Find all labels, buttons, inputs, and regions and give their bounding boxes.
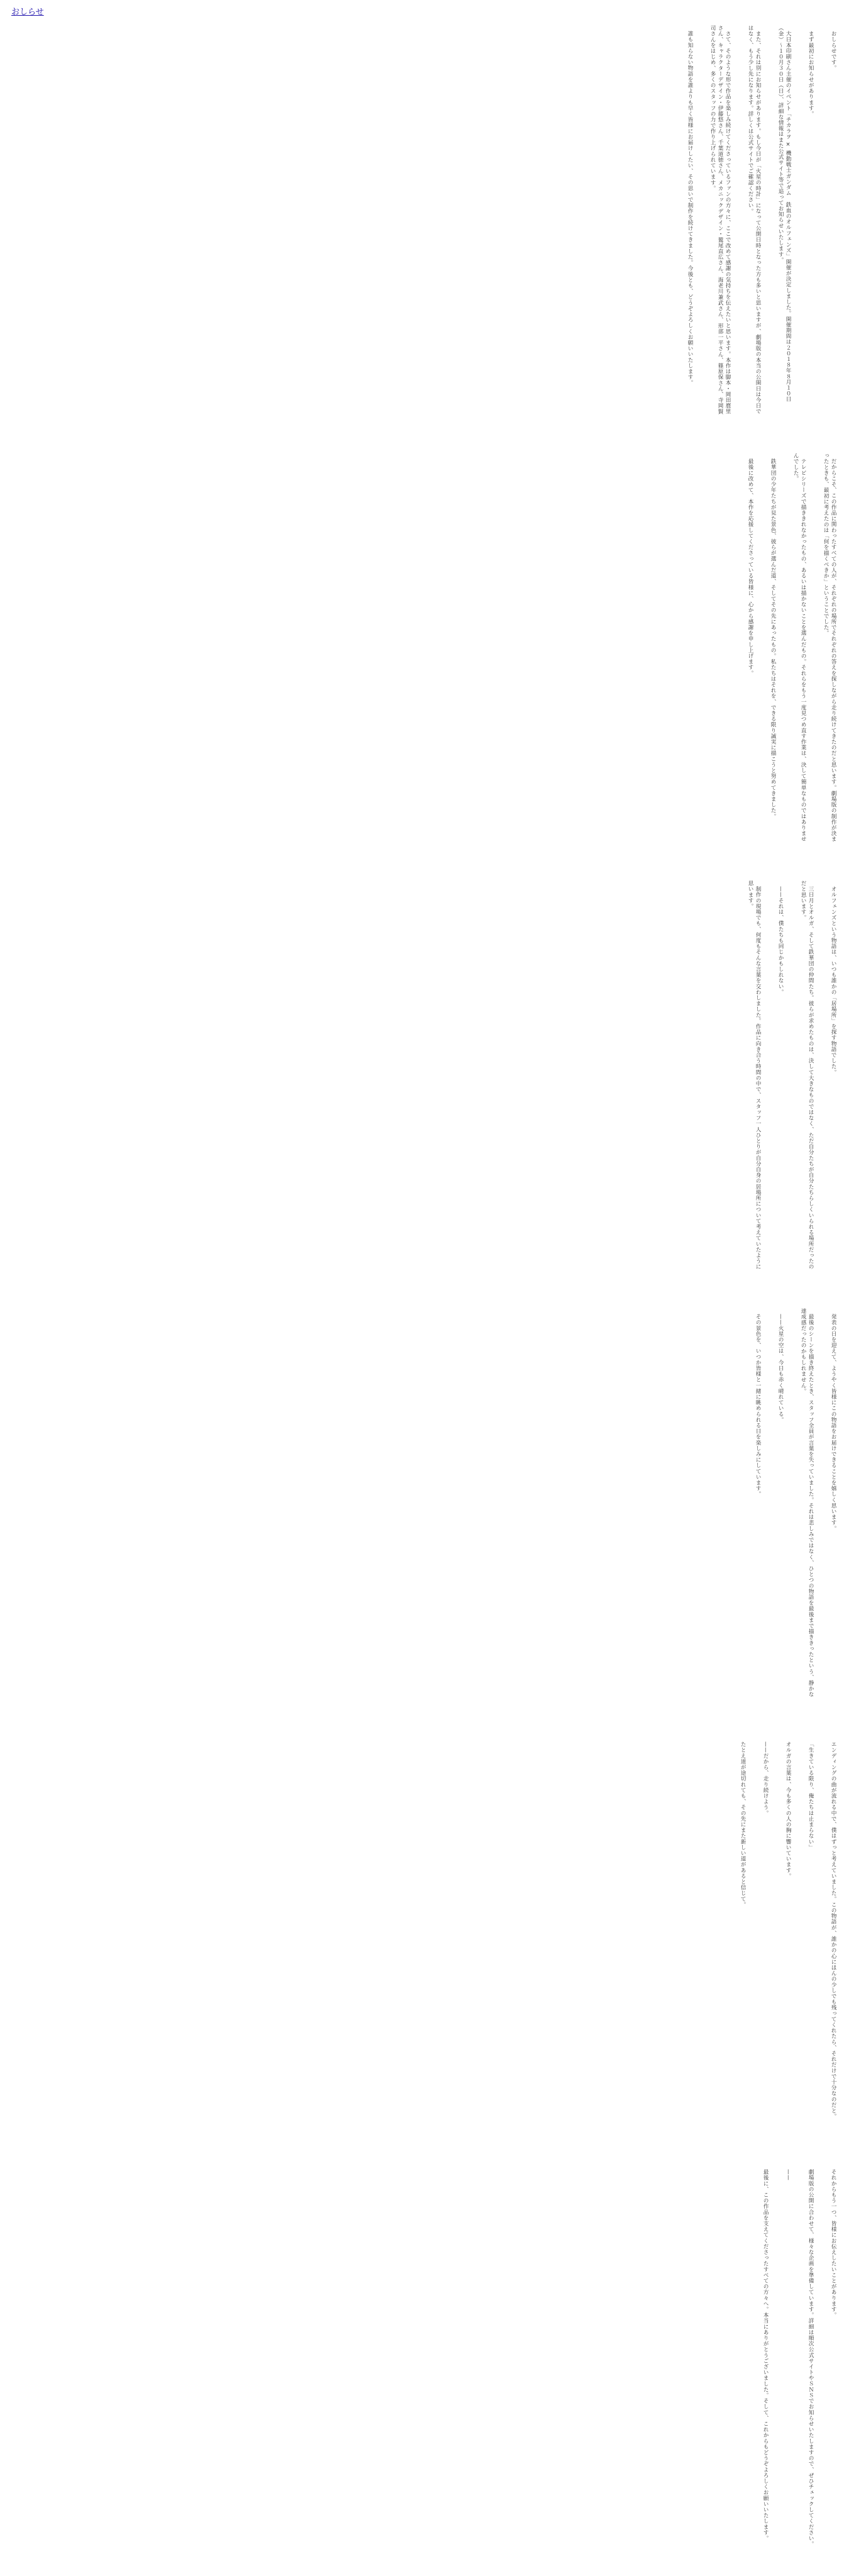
- paragraph: 誰も知らない物語を誰よりも早く皆様にお届けしたい、その思いで制作を続けてきました。今後とも、どうぞよろしくお願いいたします。: [687, 30, 693, 386]
- paragraph: ——: [785, 2168, 791, 2180]
- section-text: [731, 880, 852, 1270]
- paragraph: さて、そのような形で作品を楽しみ続けてくださっているファンの方々に、ここで改めて感謝の気持ちを伝えたいと思います。本作は脚本・岡田麿里さん、キャラクターデザイン・伊藤悠さん、千葉道徳さん、メカニックデザイン・鷲尾直広さん、海老川兼武さん、形部一平さん、篠原保さん、寺岡賢司さんをはじめ、多くのスタッフの力で作り上げられています。: [709, 25, 731, 414]
- article-section-1: [0, 25, 861, 428]
- paragraph: また、それは別にお知らせがあります。もし今日が「火星の時計」になって公開日時となった方も多いと思いますが、劇場版の本当の公開日は今日ではなく、もう少し先になります。詳しくは公式サイトでご確認ください。: [747, 25, 761, 414]
- paragraph: ——火星の空は、今日も赤く晴れている。: [777, 1313, 784, 1423]
- paragraph: 最後に、この作品を支えてくださったすべての方々へ。本当にありがとうございました。そして、これからもどうぞよろしくお願いいたします。: [762, 2168, 769, 2541]
- paragraph: その景色を、いつか皆様と一緒に眺められる日を楽しみにしています。: [755, 1313, 761, 1497]
- paragraph: 鉄華団の少年たちが見た景色、彼らが選んだ道、そしてその先にあったもの。私たちはそれを、できる限り誠実に描こうと努めてきました。: [770, 458, 776, 819]
- paragraph: 発表の日を迎えて、ようやく皆様にこの物語をお届けできることを嬉しく思います。: [830, 1313, 836, 1531]
- paragraph: 「生きている限り、俺たちは止まらない」: [808, 1741, 814, 1850]
- article-section-3: [0, 880, 861, 1283]
- article-section-5: [0, 1736, 861, 2138]
- section-text: [739, 1308, 852, 1698]
- paragraph: オルフェンズという物語は、いつも誰かの「居場所」を探す物語でした。: [830, 886, 836, 1075]
- paragraph: オルガの言葉は、今も多くの人の胸に響いています。: [785, 1741, 791, 1879]
- paragraph: ——だから、走り続けよう。: [762, 1741, 769, 1816]
- paragraph: エンディングの曲が流れる中で、僕はずっと考えていました。この物語が、誰かの心にほんの少しでも残ってくれたら、それだけで十分なのだと。: [830, 1741, 836, 2119]
- section-text: [671, 25, 852, 415]
- paragraph: それからもう一つ、皆様にお伝えしたいことがあります。: [830, 2168, 836, 2318]
- paragraph: 最後に改めて、本作を応援してくださっている皆様に、心から感謝を申し上げます。: [747, 458, 753, 676]
- section-text: [731, 453, 852, 843]
- article-section-4: [0, 1308, 861, 1711]
- paragraph: テレビシリーズで描ききれなかったもの、あるいは描かないことを選んだもの。それらをもう一度見つめ直す作業は、決して簡単なものではありませんでした。: [792, 453, 806, 842]
- paragraph: まず最初にお知らせがあります。: [808, 30, 814, 117]
- paragraph: 三日月とオルガ、そして鉄華団の仲間たち。彼らが求めたものは、決して大きなものではなく、ただ自分たちが自分たちらしくいられる場所だったのだと思います。: [800, 880, 814, 1270]
- paragraph: たとえ道が途切れても、その先にまた新しい道があると信じて。: [740, 1741, 746, 1907]
- paragraph: 大日本印刷さん主催のイベント「チカラヲ × 機動戦士ガンダム 鉄血のオルフェンズ」開催が決定しました。開催期間は２０１８年８月１０日（金）〜１０月３０日（日）、詳細な情報はまた公式サイト等で追ってお知らせいたします。: [777, 25, 791, 402]
- article-section-2: [0, 453, 861, 855]
- section-text: [747, 2163, 852, 2553]
- paragraph: だからこそ、この作品に関わったすべての人が、それぞれの場所でそれぞれの答えを探しながら走り続けてきたのだと思います。劇場版の制作が決まったときも、最初に考えたのは「何を描くべきか」ということでした。: [823, 453, 836, 842]
- section-text: [724, 1736, 852, 2126]
- paragraph: 劇場版の公開に合わせて、様々な企画を準備しています。詳細は順次公式サイトやＳＮＳでお知らせいたしますので、ぜひチェックしてください。: [808, 2168, 814, 2547]
- back-link[interactable]: おしらせ: [11, 8, 44, 17]
- paragraph: おしらせです。: [830, 30, 836, 71]
- paragraph: 最後のシーンを描き終えたとき、スタッフ全員が言葉を失っていました。それは悲しみではなく、ひとつの物語を最後まで描ききったという、静かな達成感だったのかもしれません。: [800, 1308, 814, 1697]
- article-section-6: [0, 2163, 861, 2566]
- paragraph: ——それは、僕たちも同じかもしれない。: [777, 886, 784, 995]
- paragraph: 制作の現場でも、何度もそんな言葉を交わしました。作品に向き合う時間の中で、スタッフ一人ひとりが自分自身の居場所について考えていたように思います。: [747, 880, 761, 1270]
